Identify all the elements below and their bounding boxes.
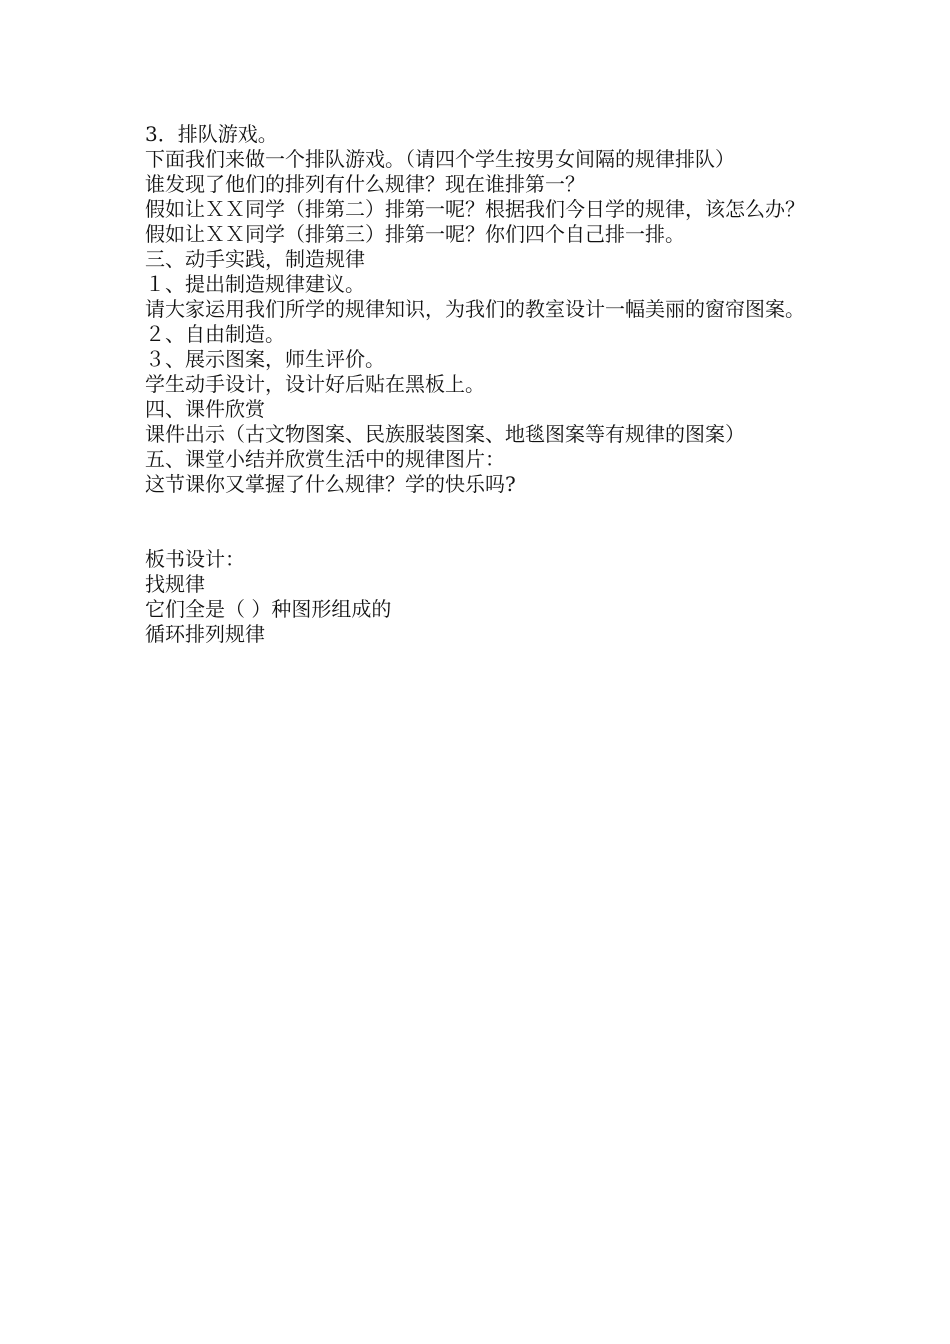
section-heading-summary: 五、课堂小结并欣赏生活中的规律图片： xyxy=(145,447,505,471)
step-display-evaluate: ３、展示图案，师生评价。 xyxy=(145,347,385,371)
step-free-create: ２、自由制造。 xyxy=(145,322,285,346)
paragraph-summary-question: 这节课你又掌握了什么规律？学的快乐吗? xyxy=(145,472,516,496)
blank-gap xyxy=(145,497,810,547)
section-heading-courseware: 四、课件欣赏 xyxy=(145,397,265,421)
paragraph-design-curtain: 请大家运用我们所学的规律知识，为我们的教室设计一幅美丽的窗帘图案。 xyxy=(145,297,805,321)
board-line-shapes: 它们全是（ ）种图形组成的 xyxy=(145,597,392,621)
paragraph-student-design: 学生动手设计，设计好后贴在黑板上。 xyxy=(145,372,485,396)
paragraph-question-third: 假如让ＸＸ同学（排第三）排第一呢？你们四个自己排一排。 xyxy=(145,222,685,246)
paragraph-courseware-show: 课件出示（古文物图案、民族服装图案、地毯图案等有规律的图案） xyxy=(145,422,745,446)
section-heading-practice: 三、动手实践，制造规律 xyxy=(145,247,365,271)
board-line-cycle: 循环排列规律 xyxy=(145,622,265,646)
paragraph-question-pattern: 谁发现了他们的排列有什么规律？现在谁排第一？ xyxy=(145,172,585,196)
paragraph-queue-game-intro: 下面我们来做一个排队游戏。（请四个学生按男女间隔的规律排队） xyxy=(145,147,735,171)
step-propose: １、提出制造规律建议。 xyxy=(145,272,365,296)
document-body xyxy=(145,122,810,647)
board-line-title: 找规律 xyxy=(145,572,205,596)
board-design-heading: 板书设计： xyxy=(145,547,245,571)
paragraph-question-second: 假如让ＸＸ同学（排第二）排第一呢？根据我们今日学的规律，该怎么办？ xyxy=(145,197,805,221)
section-heading-queue-game: 3．排队游戏。 xyxy=(145,122,278,146)
